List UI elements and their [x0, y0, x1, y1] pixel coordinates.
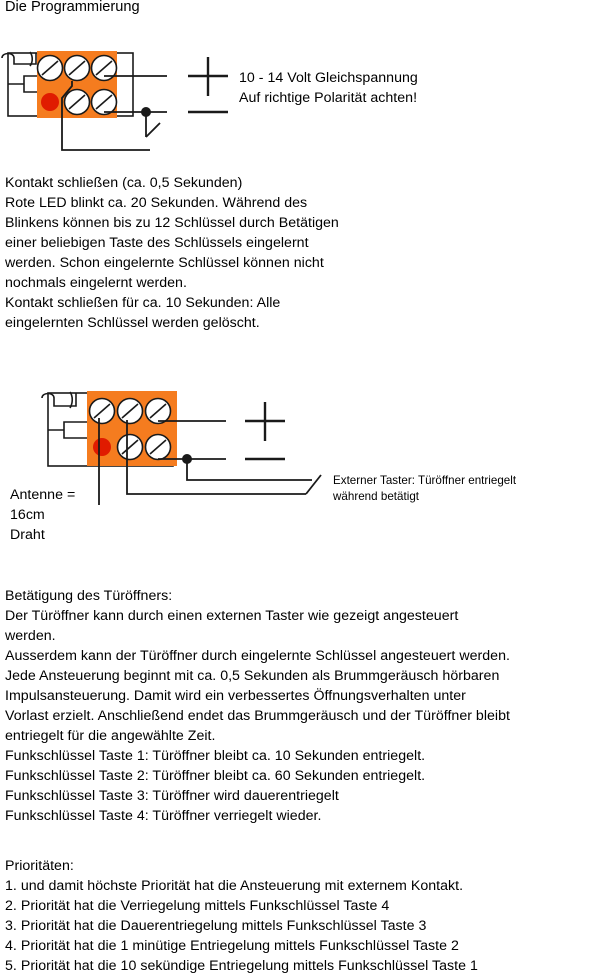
programming-wiring-diagram [0, 40, 340, 180]
operation-text-line-4: Jede Ansteuerung beginnt mit ca. 0,5 Sekunden als Brummgeräusch hörbaren [5, 668, 500, 684]
antenna-label-line-2: Draht [10, 527, 45, 543]
priorities-text-line-1: 1. und damit höchste Priorität hat die Ansteuerung mit externem Kontakt. [5, 878, 464, 894]
priorities-text-line-3: 3. Priorität hat die Dauerentriegelung mittels Funkschlüssel Taste 3 [5, 918, 427, 934]
programming-text-line-3: einer beliebigen Taste des Schlüssels eingelernt [5, 235, 309, 251]
power-supply-label-line1: 10 - 14 Volt Gleichspannung [239, 70, 418, 86]
operation-text-line-0: Betätigung des Türöffners: [5, 588, 173, 604]
operation-text-line-11: Funkschlüssel Taste 4: Türöffner verriegelt wieder. [5, 808, 322, 824]
operation-text-line-5: Impulsansteuerung. Damit wird ein verbessertes Öffnungsverhalten unter [5, 688, 466, 704]
operation-text-line-10: Funkschlüssel Taste 3: Türöffner wird dauerentriegelt [5, 788, 339, 804]
external-button-lever [306, 475, 321, 494]
operation-text-line-6: Vorlast erzielt. Anschließend endet das Brummgeräusch und der Türöffner bleibt [5, 708, 510, 724]
operation-text-line-8: Funkschlüssel Taste 1: Türöffner bleibt ca. 10 Sekunden entriegelt. [5, 748, 426, 764]
contact-switch-lever [146, 123, 160, 137]
operation-text-line-7: entriegelt für die angewählte Zeit. [5, 728, 216, 744]
operation-text-line-9: Funkschlüssel Taste 2: Türöffner bleibt ca. 60 Sekunden entriegelt. [5, 768, 426, 784]
power-supply-label-line2: Auf richtige Polarität achten! [239, 90, 418, 106]
priorities-text-line-2: 2. Priorität hat die Verriegelung mittels Funkschlüssel Taste 4 [5, 898, 390, 914]
programming-text-line-2: Blinkens können bis zu 12 Schlüssel durch Betätigen [5, 215, 339, 231]
external-button-label-line2: während betätigt [333, 490, 420, 503]
plus-symbol-icon [188, 57, 228, 96]
external-button-label-line1: Externer Taster: Türöffner entriegelt [333, 474, 517, 487]
priorities-text-line-5: 5. Priorität hat die 10 sekündige Entriegelung mittels Funkschlüssel Taste 1 [5, 958, 478, 974]
antenna-label-line-0: Antenne = [10, 487, 76, 503]
diagram2-svg [40, 380, 560, 515]
page-title: Die Programmierung [5, 0, 140, 15]
diagram1-svg [0, 40, 340, 180]
priorities-text-line-0: Prioritäten: [5, 858, 74, 874]
operation-text-line-1: Der Türöffner kann durch einen externen Taster wie gezeigt angesteuert [5, 608, 459, 624]
programming-text-line-5: nochmals eingelernt werden. [5, 275, 187, 291]
door-opener-wiring-diagram [40, 380, 560, 515]
status-led-red [41, 93, 59, 111]
programming-text-line-6: Kontakt schließen für ca. 10 Sekunden: Alle [5, 295, 281, 311]
programming-text-line-4: werden. Schon eingelernte Schlüssel können nicht [5, 255, 324, 271]
programming-text-line-0: Kontakt schließen (ca. 0,5 Sekunden) [5, 175, 243, 191]
priorities-text-line-4: 4. Priorität hat die 1 minütige Entriegelung mittels Funkschlüssel Taste 2 [5, 938, 459, 954]
programming-text-line-1: Rote LED blinkt ca. 20 Sekunden. Während des [5, 195, 308, 211]
plus-symbol-icon [245, 402, 285, 441]
screw-terminals-top [90, 399, 171, 424]
operation-text-line-3: Ausserdem kann der Türöffner durch eingelernte Schlüssel angesteuert werden. [5, 648, 510, 664]
antenna-label-line-1: 16cm [10, 507, 45, 523]
operation-text-line-2: werden. [5, 628, 56, 644]
status-led-red [93, 438, 111, 456]
external-button-wire-upper [187, 459, 312, 480]
programming-text-line-7: eingelernten Schlüssel werden gelöscht. [5, 315, 260, 331]
